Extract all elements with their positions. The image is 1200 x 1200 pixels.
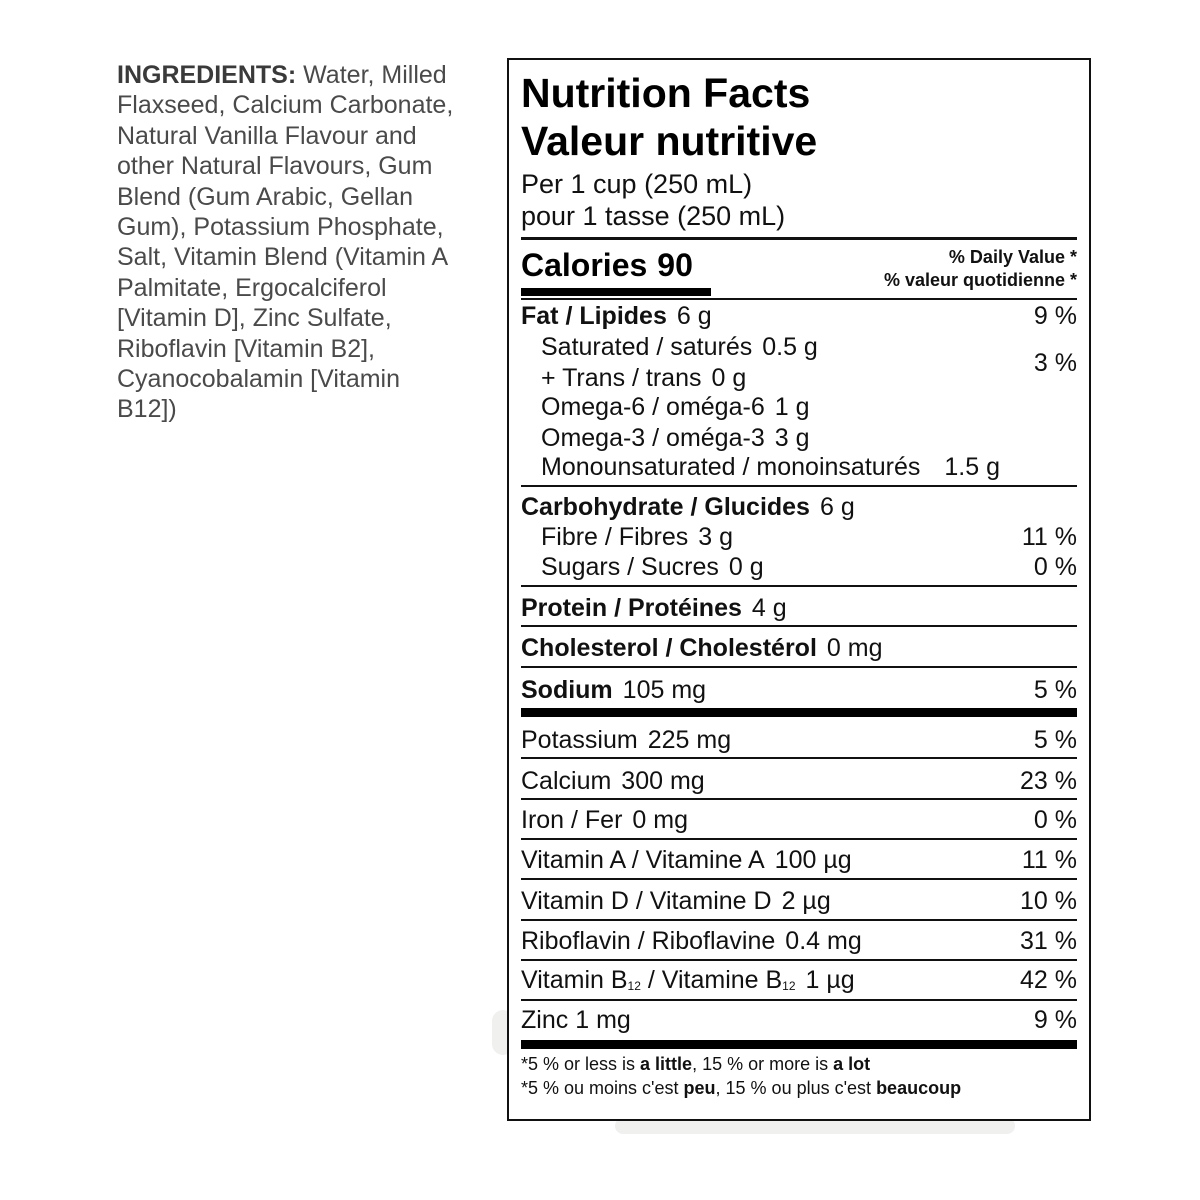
nutrient-name: Monounsaturated / monoinsaturés [541,453,921,481]
nutrient-amount: 100 µg [774,846,852,874]
nutrient-dv: 0 % [1033,806,1077,834]
nutrient-amount: 300 mg [621,767,705,795]
row-fibre [521,522,1077,552]
footnote-text: *5 % ou moins c'est [521,1078,684,1098]
footnote-text: *5 % or less is [521,1054,641,1074]
divider [521,757,1077,759]
row-saturated [521,332,1077,362]
divider-heavy [521,1040,1077,1049]
nutrient-name: Sodium [521,676,613,704]
footnote-bold: peu [683,1078,716,1098]
nutrient-amount: 0.5 g [762,333,818,361]
serving-en: Per 1 cup (250 mL) [521,169,753,199]
calories [521,246,693,284]
divider [521,878,1077,880]
row-carbohydrate [521,492,1077,522]
nutrient-name: Carbohydrate / Glucides [521,493,810,521]
daily-value-fr: % valeur quotidienne * [883,270,1077,290]
divider [521,625,1077,627]
nutrient-dv: 10 % [1020,887,1077,915]
nutrient-amount: 0 g [728,553,764,581]
divider [521,959,1077,961]
nutrient-dv: 5 % [1033,676,1077,704]
title-en: Nutrition Facts [521,70,811,116]
nutrient-name: Zinc [521,1006,569,1034]
ingredients-text: Water, Milled Flaxseed, Calcium Carbonate, Natural Vanilla Flavour and other Natural Flavours, Gum Blend (Gum Arabic, Gellan Gum), Potassium Phosphate, Salt, Vitamin Blend (Vitamin A Palmitate, Ergocalciferol [Vitamin D], Zinc Sulfate, Riboflavin [Vitamin B2], Cyanocobalamin [Vitamin B12]) [117,61,454,424]
row-riboflavin [521,926,1077,956]
nutrient-amount: 0 mg [632,806,689,834]
daily-value-header [884,246,1077,292]
nutrient-dv: 9 % [1033,1006,1077,1034]
row-vitamin-d [521,886,1077,916]
nutrient-name: Fibre / Fibres [541,523,689,551]
nutrient-dv: 11 % [1021,523,1077,551]
ingredients-list [117,60,462,425]
row-sugars [521,552,1077,582]
nutrient-amount: 2 µg [781,887,831,915]
row-omega3 [521,423,1077,453]
row-cholesterol [521,633,1077,663]
row-fat [521,301,1077,331]
calories-value: 90 [657,247,693,283]
row-zinc [521,1005,1077,1035]
footnote-text: , 15 % or more is [692,1054,834,1074]
nutrient-name: + Trans / trans [541,364,702,392]
nutrient-amount: 0 g [711,364,747,392]
divider [521,237,1077,240]
calories-bar [521,288,711,296]
nutrient-name: Sugars / Sucres [541,553,719,581]
footnote-bold: a little [640,1054,693,1074]
nutrient-amount: 6 g [676,302,712,330]
ingredients-label: INGREDIENTS: [117,61,297,89]
vitamin-b12-fr: / Vitamine B [647,966,783,994]
divider [521,585,1077,587]
divider [521,838,1077,840]
nutrient-amount: 3 g [698,523,734,551]
row-sodium [521,675,1077,705]
nutrient-amount: 4 g [751,594,787,622]
nutrient-dv: 5 % [1033,726,1077,754]
footnote-bold: a lot [833,1054,871,1074]
nutrient-name: Potassium [521,726,638,754]
divider-heavy [521,708,1077,717]
nutrient-name: Omega-3 / oméga-3 [541,424,765,452]
nutrient-name: Protein / Protéines [521,594,742,622]
nutrient-name: Omega-6 / oméga-6 [541,393,765,421]
footnote-bold: beaucoup [876,1078,962,1098]
nutrient-amount: 225 mg [647,726,732,754]
nutrient-amount: 1 µg [805,966,855,994]
row-protein [521,593,1077,623]
nutrient-name: Calcium [521,767,612,795]
nutrient-amount: 1.5 g [944,453,1001,481]
daily-value-en: % Daily Value * [948,247,1077,267]
serving-fr: pour 1 tasse (250 mL) [521,201,786,231]
row-iron [521,805,1077,835]
row-calcium [521,766,1077,796]
nutrient-amount: 6 g [819,493,855,521]
nutrient-amount: 0 mg [826,634,883,662]
footnote-text: , 15 % ou plus c'est [715,1078,877,1098]
nutrient-dv: 0 % [1033,553,1077,581]
divider [521,999,1077,1001]
divider [521,798,1077,800]
row-omega6 [521,392,1077,422]
nutrient-dv: 11 % [1021,846,1077,874]
nutrient-amount: 105 mg [622,676,707,704]
saturated-trans-dv: 3 % [1033,349,1077,377]
nutrient-dv: 23 % [1020,767,1077,795]
nutrient-dv: 31 % [1020,927,1077,955]
subscript-12: 12 [782,979,796,993]
row-vitamin-b12 [521,965,1077,1001]
nutrient-amount: 0.4 mg [785,927,862,955]
vitamin-b12-en: Vitamin B [521,966,628,994]
nutrient-amount: 1 g [774,393,810,421]
divider [521,298,1077,300]
row-vitamin-a [521,845,1077,875]
divider [521,485,1077,487]
subscript-12: 12 [627,979,641,993]
nutrient-name: Fat / Lipides [521,302,667,330]
row-trans [521,363,1077,393]
footnote-en [521,1052,870,1076]
nutrient-name [521,966,796,994]
nutrient-amount: 3 g [774,424,810,452]
nutrient-name: Saturated / saturés [541,333,753,361]
nutrient-name: Cholesterol / Cholestérol [521,634,817,662]
nutrient-name: Vitamin D / Vitamine D [521,887,772,915]
footnote-fr [521,1076,961,1100]
nutrient-dv: 42 % [1020,966,1077,994]
calories-label: Calories [521,247,648,283]
title-fr: Valeur nutritive [521,118,818,164]
nutrient-name: Riboflavin / Riboflavine [521,927,776,955]
divider [521,666,1077,668]
row-potassium [521,725,1077,755]
divider [521,919,1077,921]
nutrient-dv: 9 % [1033,302,1077,330]
nutrient-name: Vitamin A / Vitamine A [521,846,765,874]
nutrient-name: Iron / Fer [521,806,623,834]
nutrition-facts-panel [507,58,1091,1121]
row-monounsaturated [521,452,1077,482]
nutrient-amount: 1 mg [575,1006,631,1034]
